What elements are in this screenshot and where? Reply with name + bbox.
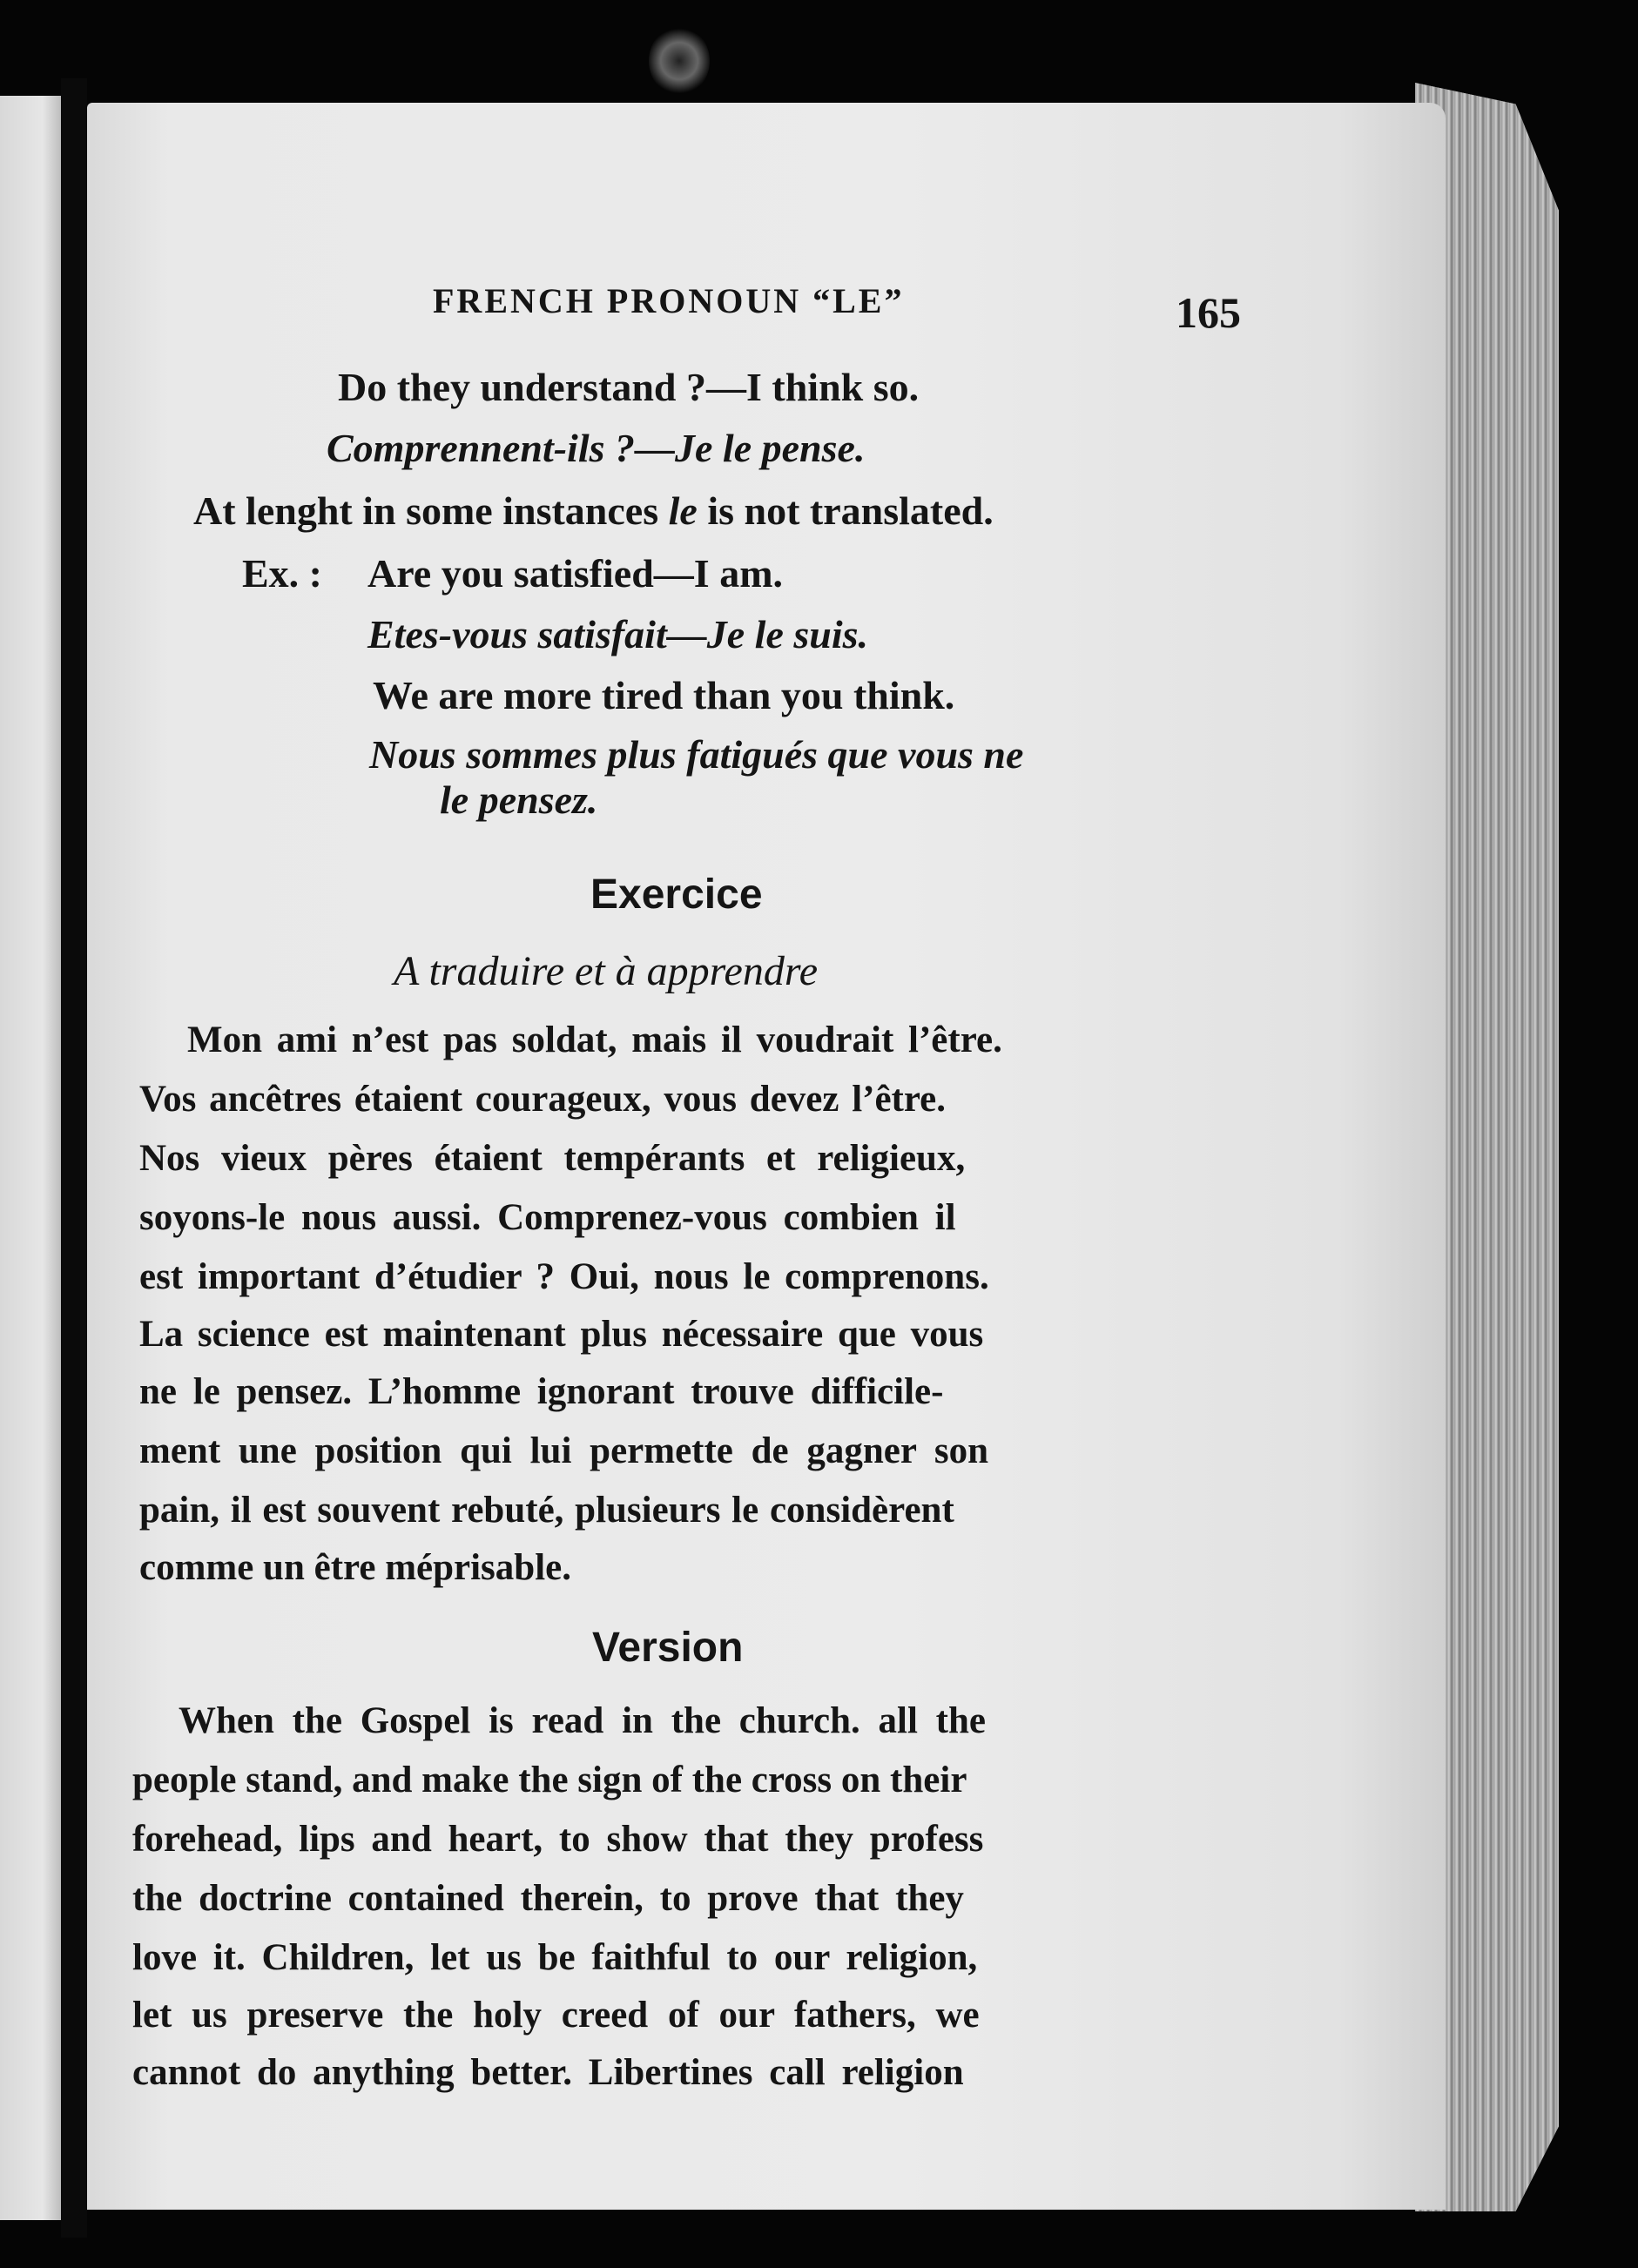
version-heading: Version — [592, 1625, 744, 1671]
version-line: cannot do anything better. Libertines call religion — [132, 2052, 964, 2093]
example-french-2: Etes-vous satisfait—Je le suis. — [367, 612, 869, 656]
example-french-1: Comprennent-ils ?—Je le pense. — [327, 426, 866, 470]
rule-text-rest: is not translated. — [697, 488, 994, 533]
exercice-line: La science est maintenant plus nécessaire que vous — [139, 1314, 984, 1355]
exercice-line: pain, il est souvent rebuté, plusieurs le considèrent — [139, 1490, 954, 1531]
version-line: let us preserve the holy creed of our fathers, we — [132, 1995, 980, 2036]
exercice-subheading: A traduire et à apprendre — [394, 948, 819, 994]
page-number: 165 — [1176, 288, 1241, 337]
rule-text — [193, 488, 994, 534]
version-line: forehead, lips and heart, to show that they profess — [132, 1819, 984, 1860]
exercice-line: Nos vieux pères étaient tempérants et religieux, — [139, 1138, 966, 1179]
exercice-line: comme un être méprisable. — [139, 1547, 571, 1588]
version-line: When the Gospel is read in the church. all the — [179, 1700, 986, 1741]
exercice-line: Mon ami n’est pas soldat, mais il voudrait l’être. — [187, 1020, 1002, 1060]
example-french-3: Nous sommes plus fatigués que vous ne — [369, 732, 1024, 777]
ink-blot — [649, 26, 710, 96]
exercice-line: est important d’étudier ? Oui, nous le comprenons. — [139, 1256, 989, 1297]
rule-text-le: le — [668, 488, 698, 533]
version-line: love it. Children, let us be faithful to our religion, — [132, 1937, 978, 1978]
exercice-line: Vos ancêtres étaient courageux, vous devez l’être. — [139, 1079, 947, 1120]
version-line: the doctrine contained therein, to prove that they — [132, 1878, 964, 1919]
version-line: people stand, and make the sign of the cross on their — [132, 1760, 967, 1800]
exercice-heading: Exercice — [590, 872, 763, 918]
rule-text-part: At lenght in some instances — [193, 488, 669, 533]
exercice-line: ne le pensez. L’homme ignorant trouve difficile- — [139, 1371, 944, 1412]
left-page-edge — [0, 96, 61, 2220]
exercice-line: ment une position qui lui permette de gagner son — [139, 1430, 989, 1471]
example-english-2: Are you satisfied—I am. — [367, 551, 784, 596]
book-gutter — [61, 78, 87, 2238]
example-english-3: We are more tired than you think. — [373, 673, 955, 717]
exercice-line: soyons-le nous aussi. Comprenez-vous combien il — [139, 1197, 956, 1238]
running-header: FRENCH PRONOUN “LE” — [433, 281, 905, 320]
example-french-3-cont: le pensez. — [440, 777, 598, 822]
example-english-1: Do they understand ?—I think so. — [338, 365, 920, 409]
example-label: Ex. : — [242, 551, 322, 596]
